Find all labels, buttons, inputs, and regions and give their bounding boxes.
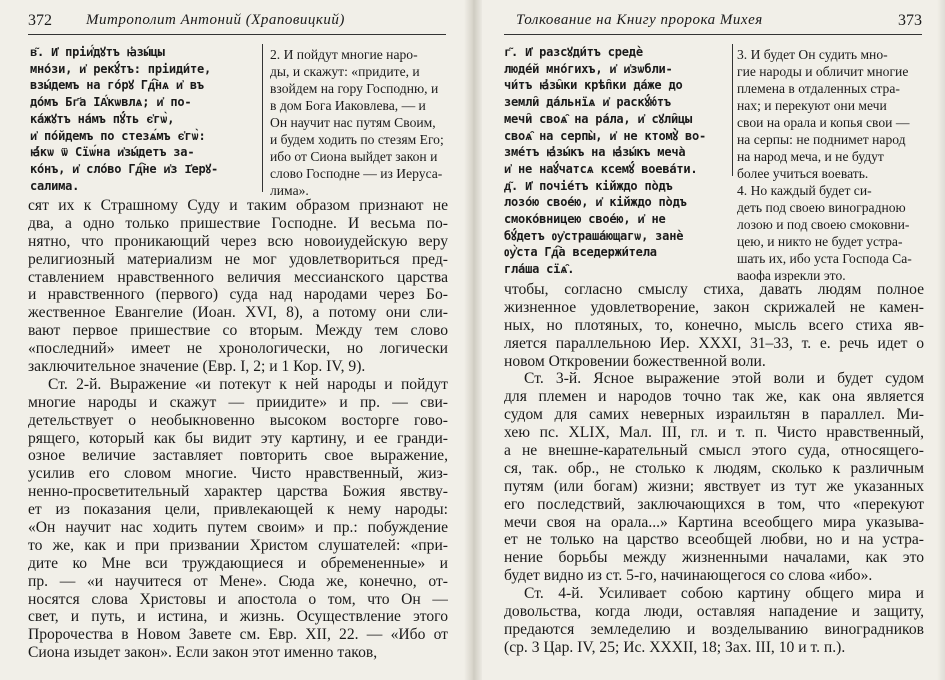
commentary-line: будет видно из ст. 5-го, начинающегося со слова «ибо». <box>504 567 873 585</box>
commentary-line: мечи своя на орала...» Картина всеобщего мира указыва- <box>504 513 924 531</box>
right-slavonic-text <box>504 44 726 280</box>
commentary-line: детельствует о необыкновенно высоком восторге гово- <box>28 411 448 429</box>
commentary-line: озное величие заставляет повторить свое выражение, <box>28 447 448 465</box>
commentary-line: предаются земледелию и возделыванию виноградников <box>504 620 924 638</box>
translation-line: цею, и никто не будет устра- <box>737 234 903 249</box>
slavonic-line: смоко́вницею свое́ю, и҆ не <box>504 212 666 227</box>
translation-line: лозою и под своею смоковни- <box>737 217 910 232</box>
slavonic-line: взы́демъ на го́рꙋ Гд҇нѧ и҆ въ <box>30 78 204 93</box>
left-running-head: Митрополит Антоний (Храповицкий) <box>86 12 345 28</box>
commentary-line: Пророчества в Новом Завете см. Евр. XII, 22. — «Ибо от <box>28 626 448 644</box>
commentary-line: два, а одно только пришествие Господне. И весьма по- <box>28 214 448 232</box>
slavonic-line: до́мъ Бг҃а ІА҆́кѡвлѧ; и҆ по- <box>30 95 192 110</box>
translation-line: в дом Бога Иаковлева, — и <box>270 98 426 113</box>
translation-line: племена в отдаленных стра- <box>737 81 900 96</box>
slavonic-line: бꙋ́детъ ᲂу҆страша́ющагѡ, занѐ <box>504 228 684 243</box>
translation-line: взойдем на гору Господню, и <box>270 81 439 96</box>
translation-line: и будем ходить по стезям Его; <box>270 132 444 147</box>
commentary-line: судом для самих неверных израильтян в параллел. Ми- <box>504 406 924 424</box>
commentary-line: «Он научит нас ходить путем своим» и пр.: побуждение <box>28 519 448 537</box>
commentary-line: многие народы и скажут — приидите» и пр. — сви- <box>28 393 448 411</box>
slavonic-line: д͂. И҆ почі́етъ кі́йждо по̀дъ <box>504 178 673 193</box>
commentary-line: Ст. 3-й. Ясное выражение этой воли и будет судом <box>524 370 924 388</box>
translation-line: ды, и скажут: «придите, и <box>270 64 420 79</box>
right-running-head: Толкование на Книгу пророка Михея <box>516 12 763 28</box>
translation-line: деть под своею виноградною <box>737 200 906 215</box>
right-commentary-body <box>504 281 924 657</box>
commentary-line: вают первое пришествие со вторым. Между тем слово <box>28 322 448 340</box>
commentary-line: Ст. 4-й. Усиливает собою картину общего мира и <box>524 585 924 603</box>
commentary-line: ет из показания цели, привлекающей к нему народы: <box>28 501 448 519</box>
right-translation-text <box>737 46 927 282</box>
translation-line: шать их, ибо уста Господа Са- <box>737 251 912 266</box>
slavonic-line: салима. <box>30 178 80 193</box>
translation-line: лима». <box>270 183 309 198</box>
commentary-line: а не внешне-карательный смысл этого суда, относящего- <box>504 442 924 460</box>
translation-line: слово Господне — из Иеруса- <box>270 166 443 181</box>
translation-line: более учиться воевать. <box>737 166 869 181</box>
commentary-line: нение борьбы между жизненными началами, как это <box>504 549 924 567</box>
translation-line: 4. Но каждый будет си- <box>737 183 872 198</box>
slavonic-line: ка́жꙋтъ на́мъ пꙋ́ть є҆гѡ̀, <box>30 111 175 126</box>
commentary-line: его последствий, заключающихся в том, что «перекуют <box>504 495 924 513</box>
commentary-line: Ст. 2-й. Выражение «и потекут к ней народы и пойдут <box>48 375 448 393</box>
slavonic-line: ко́нъ, и҆ сло́во Гд҇не и҆з І҆ерꙋ- <box>30 161 218 176</box>
commentary-line: религиозный материализм не мог удовлетвориться пред- <box>28 250 448 268</box>
commentary-line: ненно-просветительный характер царства Божия явству- <box>28 483 448 501</box>
commentary-line: то же, как и при призвании Христом слушателей: «при- <box>28 536 448 554</box>
right-column-divider <box>732 44 733 176</box>
page-edge-shade <box>937 0 945 680</box>
book-gutter <box>464 0 482 680</box>
commentary-line: путям (или богам) жизни; явствует из тут же указанных <box>504 477 924 495</box>
slavonic-line: своѧ̑ на серпы̀, и҆ не ктомꙋ̀ во- <box>504 128 707 143</box>
slavonic-line: зме́тъ ꙗ҆зы́къ на ꙗ҆зы́къ меча̀ <box>504 145 686 160</box>
commentary-line: новом Откровении божественной воли. <box>504 352 766 370</box>
commentary-line: дите ко Мне вси труждающиеся и обремененные» и <box>28 554 448 572</box>
left-page <box>0 0 464 680</box>
slavonic-line: гла́ша сїѧ̑. <box>504 262 575 277</box>
slavonic-line: чи́тъ ꙗ҆зы̑ки крѣ̑пки да́же до <box>504 78 683 93</box>
left-header <box>28 10 446 35</box>
translation-line: ибо от Сиона выйдет закон и <box>270 149 438 164</box>
commentary-line: довольства, когда люди, оставляя нападение и защиту, <box>504 603 924 621</box>
slavonic-line: в͂. И҆ пріи҆́дꙋтъ ꙗ҆зы́цы <box>30 45 165 59</box>
translation-line: 3. И будет Он судить мно- <box>737 47 888 62</box>
slavonic-line: и҆ не наꙋ́чатсѧ ксемꙋ́ воева́ти. <box>504 161 698 176</box>
commentary-line: Сиона изыдет закон». Если закон этот именно таков, <box>28 644 378 662</box>
left-column-divider <box>262 44 263 192</box>
translation-line: нах; и перекуют они мечи <box>737 98 887 113</box>
slavonic-line: лозо́ю свое́ю, и҆ кі́йждо по̀дъ <box>504 195 687 210</box>
left-slavonic-text <box>30 44 255 196</box>
commentary-line: носятся слова Христовы и апостола о том, что Он — <box>28 590 448 608</box>
translation-line: 2. И пойдут многие наро- <box>270 47 418 62</box>
slavonic-line: и҆ по́йдемъ по стезѧ́мъ є҆гѡ̀: <box>30 128 206 143</box>
commentary-line: ся, так. обр., не столько к людям, сколько к различным <box>504 459 924 477</box>
translation-line: гие народы и обличит многие <box>737 64 909 79</box>
translation-line: на серпы: не поднимет народ <box>737 132 906 147</box>
left-commentary-body <box>28 197 448 662</box>
commentary-line: жественное Евангелие (Иоан. XVI, 8), а потому они сли- <box>28 304 448 322</box>
translation-line: Он научит нас путям Своим, <box>270 115 436 130</box>
commentary-line: заключительное значение (Евр. I, 2; и 1 Кор. IV, 9). <box>28 358 366 376</box>
translation-line: свои на орала и копья свои — <box>737 115 910 130</box>
right-page-number: 373 <box>898 12 922 29</box>
commentary-line: нятно, что проникающий через всю новоиудейскую веру <box>28 232 448 250</box>
commentary-line: хею пс. XLIX, Мал. III, гл. и т. п. Чисто нравственный, <box>504 424 924 442</box>
slavonic-line: земли̑ да́льнїѧ и҆ раскꙋ́ю́тъ <box>504 95 671 110</box>
commentary-line: жизненное удовлетворение, закон скрижалей не камен- <box>504 298 924 316</box>
right-header <box>504 10 922 35</box>
commentary-line: и нравственного (первого) суда над народами через Бо- <box>28 286 448 304</box>
left-translation-text <box>270 46 450 198</box>
slavonic-line: г͂. И҆ разсꙋди́тъ средѐ <box>504 45 643 59</box>
translation-line: на народ меча, и не будут <box>737 149 884 164</box>
commentary-line: ет не только на царство всеобщей любви, но и на устра- <box>504 531 924 549</box>
commentary-line: усилив его словом многие. Чисто нравственный, жиз- <box>28 465 448 483</box>
commentary-line: свет, и путь, и истина, и жизнь. Осуществление этого <box>28 608 448 626</box>
commentary-line: сят их к Страшному Суду и таким образом признают не <box>28 197 448 214</box>
commentary-line: «последний» имеет не хронологически, но логически <box>28 340 448 358</box>
commentary-line: ных, но плотяных, то, конечно, мысль всего стиха яв- <box>504 316 924 334</box>
slavonic-line: ꙗ҆́кѡ ѿ Сїѡ́на и҆зы́детъ за- <box>30 145 195 160</box>
translation-line: ваофа изрекли это. <box>737 268 846 282</box>
slavonic-line: мно́зи, и҆ рекꙋ́тъ: пріиди́те, <box>30 61 212 76</box>
commentary-line: рящего, который как бы видит эту картину, и ее гранди- <box>28 429 448 447</box>
commentary-line: ляется параллельною Иер. XXXI, 31–33, т. е. речь идет о <box>504 334 924 352</box>
commentary-line: пр. — «и научитеся от Мене». Сюда же, конечно, от- <box>28 572 448 590</box>
right-page <box>482 0 945 680</box>
commentary-line: для племен и народов точно так же, как она является <box>504 388 924 406</box>
left-page-number: 372 <box>28 12 52 29</box>
slavonic-line: люде́й мно́гихъ, и҆ и҆зѡбли- <box>504 61 673 76</box>
slavonic-line: мечи̑ своѧ̑ на ра́ла, и҆ сꙋли̑цы <box>504 111 693 126</box>
commentary-line: чтобы, согласно смыслу стиха, давать людям полное <box>504 281 924 298</box>
commentary-line: ставлением нравственного величия мессианского царства <box>28 268 448 286</box>
commentary-line: (ср. 3 Цар. IV, 25; Ис. XXXII, 18; Зах. III, 10 и т. п.). <box>504 638 846 656</box>
slavonic-line: ᲂу҆̀ста Гд҇а вседержи́тела <box>504 245 657 260</box>
